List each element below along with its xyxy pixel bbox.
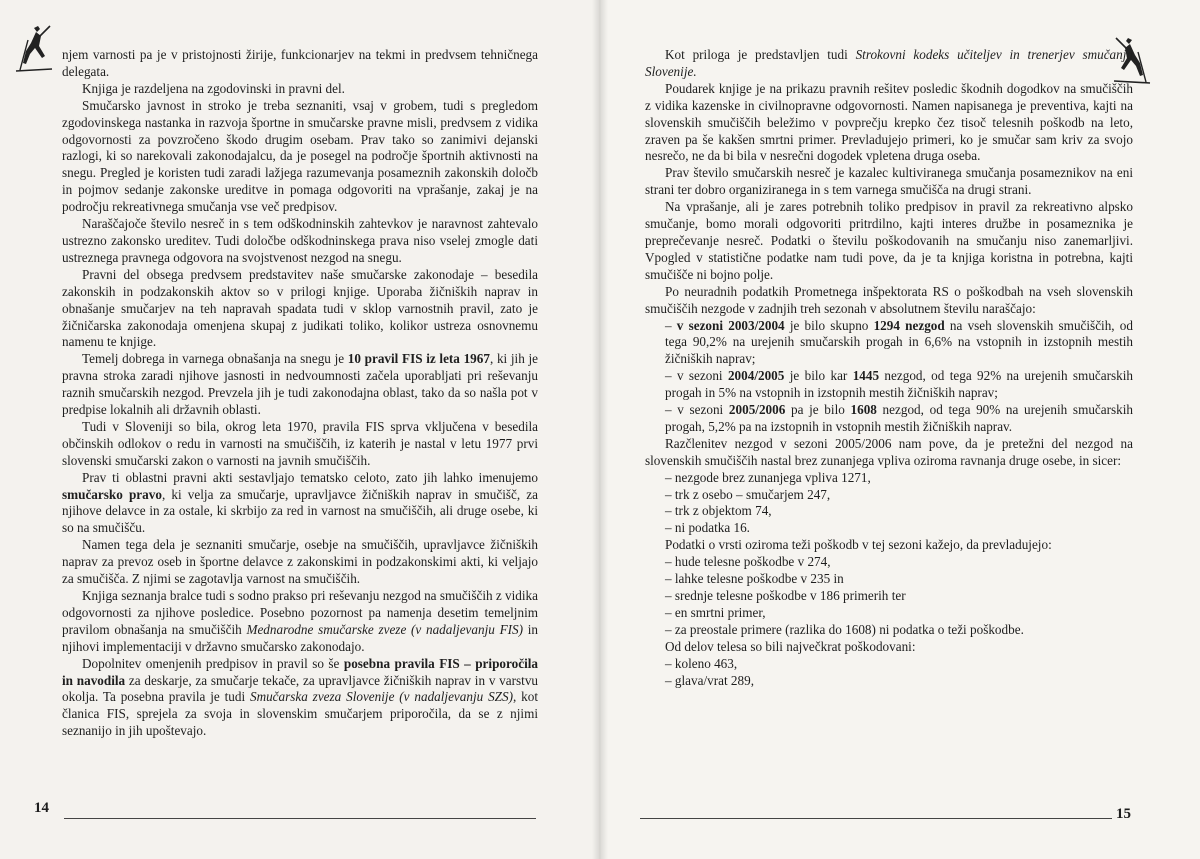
bold-text: posebna pravila FIS – priporočila in navodila xyxy=(62,655,538,688)
paragraph: Namen tega dela je seznaniti smučarje, osebje na smučiščih, upravljavce žičniških naprav za prevoz oseb in športne delavce z zakonskimi in podzakonskimi akti, ki veljajo za smučišča. Z njimi se zagotavlja varnost na smučiščih. xyxy=(62,537,538,587)
paragraph: Razčlenitev nezgod v sezoni 2005/2006 nam pove, da je pretežni del nezgod na slovenskih smučiščih nastal brez zunanjega vpliva oziroma ravnanja druge osebe, in sicer: xyxy=(645,435,1133,468)
paragraph: Knjiga je razdeljena na zgodovinski in pravni del. xyxy=(82,80,345,96)
text-run: nezgod, od tega 92% na urejenih smučarskih progah in 5% na vstopnih in izstopnih mestih žičniških naprav; xyxy=(665,368,1133,401)
text-run: pa je bilo xyxy=(785,402,851,418)
text-run: je bilo skupno xyxy=(784,317,874,333)
text-run: , ki jih je pravna stroka zaradi njihove jasnosti in nedvoumnosti začela uporabljati pri reševanju raznih smučarskih nezgod. Prevzela jih je tudi zakonodajna oblast, tako da so našla pot v predpise lokalnih ali državnih oblasti. xyxy=(62,351,538,418)
paragraph: Prav število smučarskih nesreč je kazalec kultiviranega smučanja posameznikov na eni strani ter dobro organiziranega in s tem varnega smučišča na drugi strani. xyxy=(645,165,1133,198)
paragraph: Tudi v Sloveniji so bila, okrog leta 1970, pravila FIS sprva vključena v besedila občinskih odlokov o redu in varnosti na smučiščih, iz katerih je nastal v letu 1977 prvi slovenski smučarski zakon o varnosti na javnih smučiščih. xyxy=(62,418,538,468)
bold-text: 2005/2006 xyxy=(728,402,786,418)
season-item xyxy=(645,402,1133,436)
italic-text: Strokovni kodeks učiteljev in trenerjev smučanja Slovenije. xyxy=(645,47,1133,79)
list-item: – nezgode brez zunanjega vpliva 1271, xyxy=(665,469,871,485)
list-item: – srednje telesne poškodbe v 186 primerih ter xyxy=(665,588,906,603)
paragraph-special-rules xyxy=(62,656,538,741)
paragraph: Naraščajoče število nesreč in s tem odškodninskih zahtevkov je naravnost zahtevalo ustrezno zakonsko ureditev. Tudi določbe odškodninskega prava niso vselej zmogle dati ustreznega pravnega odgovora na svojstvenost nezgod na snegu. xyxy=(62,216,538,265)
bold-text: 2004/2005 xyxy=(727,368,785,384)
list-item: – hude telesne poškodbe v 274, xyxy=(665,554,831,570)
list-item: – ni podatka 16. xyxy=(665,520,750,536)
text-run: je bilo kar xyxy=(784,368,853,384)
paragraph-fis-rules xyxy=(62,351,538,419)
bold-text: v sezoni 2003/2004 xyxy=(676,317,785,333)
text-run: Kot priloga je predstavljen tudi xyxy=(665,47,856,62)
text-run: Temelj dobrega in varnega obnašanja na snegu je xyxy=(82,351,348,367)
text-run: – xyxy=(665,317,677,333)
paragraph: Od delov telesa so bili največkrat poškodovani: xyxy=(665,638,916,654)
footer-rule xyxy=(64,818,536,819)
text-run: Dopolnitev omenjenih predpisov in pravil so še xyxy=(82,655,344,671)
list-item: – trk z osebo – smučarjem 247, xyxy=(665,486,831,502)
paragraph: Poudarek knjige je na prikazu pravnih rešitev posledic škodnih dogodkov na smučiščih z vidika kazenske in civilnopravne odgovornosti. Namen napisanega je preventiva, kajti na slovenskih smučiščih beležimo v povprečju krepko čez tisoč telesnih poškodb na leto, zraven pa še kakšen smrtni primer. Prevladujejo primeri, ko je smučar sam kriv za svojo nesrečo, ne da bi bila v nesrečni dogodek vpletena druga oseba. xyxy=(645,80,1133,164)
italic-text: Mednarodne smučarske zveze (v nadaljevanju FIS) xyxy=(246,621,524,637)
book-spine-shadow xyxy=(592,0,608,859)
paragraph: Pravni del obsega predvsem predstavitev naše smučarske zakonodaje – besedila zakonskih in podzakonskih aktov so v prilogi knjige. Uporaba žičniških naprav in obnašanje smučarjev na teh napravah spadata tudi v sklop varnostnih pravil, zato je žičničarska zakonodaja omenjena skupaj z judikati toliko, kolikor ustreza osnovnemu namenu te knjige. xyxy=(62,266,538,350)
list-item: – trk z objektom 74, xyxy=(665,503,772,519)
page-number: 14 xyxy=(34,800,49,816)
text-run: nezgod, od tega 90% na urejenih smučarskih progah, 5,2% pa na izstopnih in vstopnih mestih žičniških naprav. xyxy=(665,402,1133,434)
right-page xyxy=(600,0,1200,859)
bold-text: smučarsko pravo xyxy=(62,486,162,502)
bold-text: 10 pravil FIS iz leta 1967 xyxy=(347,351,490,367)
bold-text: 1445 xyxy=(852,368,880,384)
skier-icon xyxy=(14,22,56,74)
paragraph: Po neuradnih podatkih Prometnega inšpektorata RS o poškodbah na vseh slovenskih smučiščih nezgode v zadnjih treh sezonah v absolutnem številu naraščajo: xyxy=(645,283,1133,316)
right-text-column xyxy=(645,47,1133,689)
paragraph-codex xyxy=(645,47,1133,81)
list-item: – en smrtni primer, xyxy=(665,604,766,620)
text-run: , ki velja za smučarje, upravljavce žičniških naprav in smučišč, za njihove delavce in za ostale, ki skrbijo za red in varnost na smučiščih, ali druge osebe, ki so na smučišču. xyxy=(62,486,539,536)
paragraph: Podatki o vrsti oziroma teži poškodb v tej sezoni kažejo, da prevladujejo: xyxy=(665,537,1052,553)
bold-text: 1294 nezgod xyxy=(873,317,945,333)
season-item xyxy=(645,318,1133,369)
bold-text: 1608 xyxy=(850,402,877,418)
text-run: Knjiga seznanja bralce tudi s sodno prakso pri reševanju nezgod na smučiščih z vidika odgovornosti za njihove posledice. Posebno pozornost pa namenja desetim temeljnim pravilom obnašanja na smučiščih xyxy=(62,588,538,637)
text-run: za deskarje, za smučarje tekače, za upravljavce žičniških naprav in v varstvu okolja. Ta posebna pravila je tudi xyxy=(62,672,539,705)
paragraph-ski-law xyxy=(62,470,538,538)
list-item: – lahke telesne poškodbe v 235 in xyxy=(665,571,844,587)
text-run: , kot članica FIS, sprejela za svoja in slovenskim smučarjem priporočila, da se z njimi seznanijo in jih upoštevajo. xyxy=(62,689,538,739)
list-item: – za preostale primere (razlika do 1608) ni podatka o teži poškodbe. xyxy=(665,621,1024,637)
list-item: – glava/vrat 289, xyxy=(665,672,754,688)
text-run: – v sezoni xyxy=(665,368,728,384)
paragraph: Smučarsko javnost in stroko je treba seznaniti, vsaj v grobem, tudi s pregledom zgodovinskega nastanka in razvoja športne in smučarske pravne misli, predvsem z vidika odgovornosti za povzročeno škodo drugim osebam. Prav tako so zanimivi dejanski razlogi, ki so narekovali zakonodajalcu, da je posegel na področje športnih aktivnosti na snegu. Pregled je koristen tudi zaradi lažjega razumevanja posameznih zakonskih določb in pojmov sedanje zakonske ureditve in pomaga odgovoriti na vprašanje, zakaj je na področju rekreativnega smučanja vse več predpisov. xyxy=(62,97,538,215)
season-item xyxy=(645,368,1133,402)
page-number: 15 xyxy=(1116,806,1131,822)
list-item: – koleno 463, xyxy=(665,655,738,671)
paragraph-readers xyxy=(62,588,538,656)
paragraph: Na vprašanje, ali je zares potrebnih toliko predpisov in pravil za rekreativno alpsko smučanje, bomo morali odgovoriti pritrdilno, kajti interes družbe in posameznika je preprečevanje nesreč. Podatki o številu poškodovanih na smučanju niso zanemarljivi. Vpogled v statistične podatke nam tudi pove, da je ta knjiga koristna in potrebna, kajti smučišče ni bojno polje. xyxy=(645,199,1133,282)
footer-rule xyxy=(640,818,1112,819)
text-run: in njihovi implementaciji v državno smučarsko zakonodajo. xyxy=(62,621,538,654)
italic-text: Smučarska zveza Slovenije (v nadaljevanju SZS) xyxy=(249,689,513,705)
text-run: Prav ti oblastni pravni akti sestavljajo tematsko celoto, zato jih lahko imenujemo xyxy=(82,469,538,485)
text-run: – v sezoni xyxy=(665,402,729,418)
left-text-column xyxy=(62,47,538,740)
paragraph: njem varnosti pa je v pristojnosti žirije, funkcionarjev na tekmi in predvsem tehničnega delegata. xyxy=(62,47,538,79)
text-run: na vseh slovenskih smučiščih, od tega 90,2% na urejenih smučarskih progah in 6,6% na vstopnih in izstopnih mestih žičniških naprav; xyxy=(665,317,1133,367)
